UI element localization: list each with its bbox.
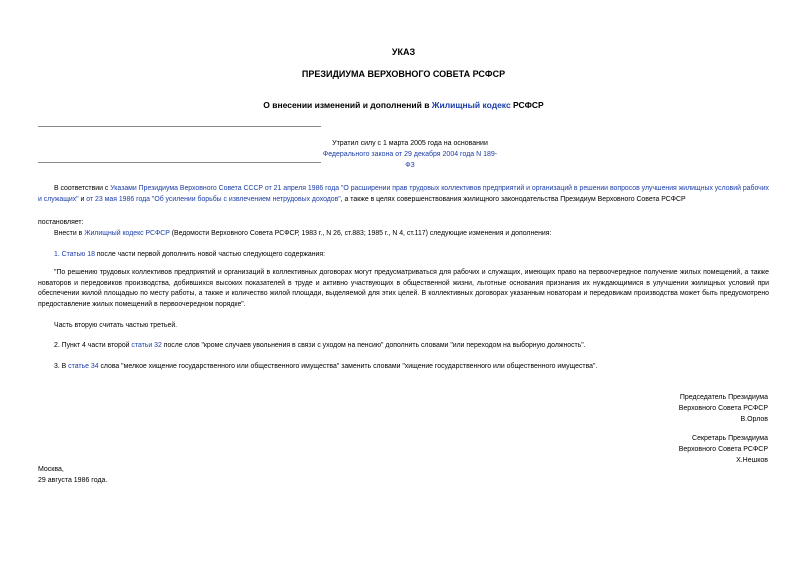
signature-body: Верховного Совета РСФСР: [678, 445, 768, 453]
status-note-text: Утратил силу с 1 марта 2005 года на основании: [332, 140, 488, 147]
decree-issuer: ПРЕЗИДИУМА ВЕРХОВНОГО СОВЕТА РСФСР: [301, 69, 506, 79]
signature-name: Х.Нешков: [736, 456, 768, 464]
item-1: [38, 250, 769, 261]
item-2-text: 2. Пункт 4 части второй: [54, 342, 132, 349]
article-18-link[interactable]: Статью 18: [61, 251, 95, 258]
item-1-text: после части первой дополнить новой частью следующего содержания:: [94, 251, 326, 258]
federal-law-link[interactable]: Федерального закона от 29 декабря 2004 года N 189-ФЗ: [322, 151, 498, 169]
place: Москва,: [38, 466, 64, 473]
decree-title: УКАЗ: [391, 47, 416, 57]
signature-role: Секретарь Президиума: [692, 435, 768, 442]
part-renumber-note: Часть вторую считать частью третьей.: [54, 322, 178, 329]
preamble-and: и: [78, 195, 87, 203]
article-34-link[interactable]: статье 34: [68, 363, 99, 370]
item-2-end: после слов "кроме случаев увольнения в связи с уходом на пенсию" дополнить словами "или переходом на выборную должность".: [161, 342, 586, 349]
divider-top: [38, 126, 321, 127]
article-32-link[interactable]: статьи 32: [131, 342, 162, 349]
ussr-decree-link-2[interactable]: от 23 мая 1986 года "Об усилении борьбы с извлечением нетрудовых доходов": [86, 195, 341, 203]
housing-code-rsfsr-link[interactable]: Жилищный кодекс РСФСР: [84, 230, 170, 237]
housing-code-link[interactable]: Жилищный кодекс: [431, 100, 511, 110]
status-note: [320, 138, 500, 171]
signature-chairman: [560, 393, 768, 425]
divider-bottom: [38, 162, 321, 163]
signature-secretary: [560, 434, 768, 466]
place-date: [38, 465, 107, 487]
intro-text: Внести в: [54, 230, 85, 237]
signature-body: Верховного Совета РСФСР: [678, 404, 768, 412]
quoted-part: "По решению трудовых коллективов предприятий и организаций в коллективных договорах могут предусматриваться для рабочих и служащих, имеющих право на первоочередное получение жилых помещений, а также новаторов и передовиков производства, добившихся высоких показателей в труде и активно участвующих в общественной жизни, льготные основания признания их нуждающимися в улучшении жилищных условий при обеспечении жилой площадью по месту работы, а также и количество жилой площади, выделяемой для этих целей. В коллективных договорах указанным новаторам и передовикам производства может быть предусмотрено предоставление жилых помещений в первоочередном порядке".: [38, 269, 769, 308]
intro-end: (Ведомости Верховного Совета РСФСР, 1983 г., N 26, ст.883; 1985 г., N 4, ст.117) следующие изменения и дополнения:: [169, 230, 552, 237]
decree-word: постановляет:: [38, 219, 84, 226]
subject-suffix: РСФСР: [510, 100, 544, 110]
subject-text: О внесении изменений и дополнений в: [263, 100, 432, 110]
item-3-text: 3. В: [54, 363, 69, 370]
preamble-text: В соответствии с: [54, 185, 111, 192]
item-2: [38, 341, 769, 352]
item-3-end: слова "мелкое хищение государственного или общественного имущества" заменить словами "хищение государственного или общественного имущества".: [98, 363, 598, 370]
preamble-end: , а также в целях совершенствования жилищного законодательства Президиум Верховного Совета РСФСР: [340, 195, 686, 203]
ussr-decree-link-1[interactable]: Указами Президиума Верховного Совета СССР от 21 апреля 1986 года "О расширении прав трудовых коллективов предприятий и организаций в решении вопросов улучшения жилищных условий рабочих и служащих": [38, 185, 770, 203]
preamble-paragraph: [38, 184, 769, 205]
item-3: [38, 362, 769, 373]
signature-role: Председатель Президиума: [679, 394, 768, 401]
intro-paragraph: [38, 229, 769, 240]
signature-name: В.Орлов: [740, 415, 768, 423]
item-1-number: 1.: [54, 251, 62, 258]
decree-subject: [0, 100, 807, 110]
date: 29 августа 1986 года.: [38, 476, 108, 484]
